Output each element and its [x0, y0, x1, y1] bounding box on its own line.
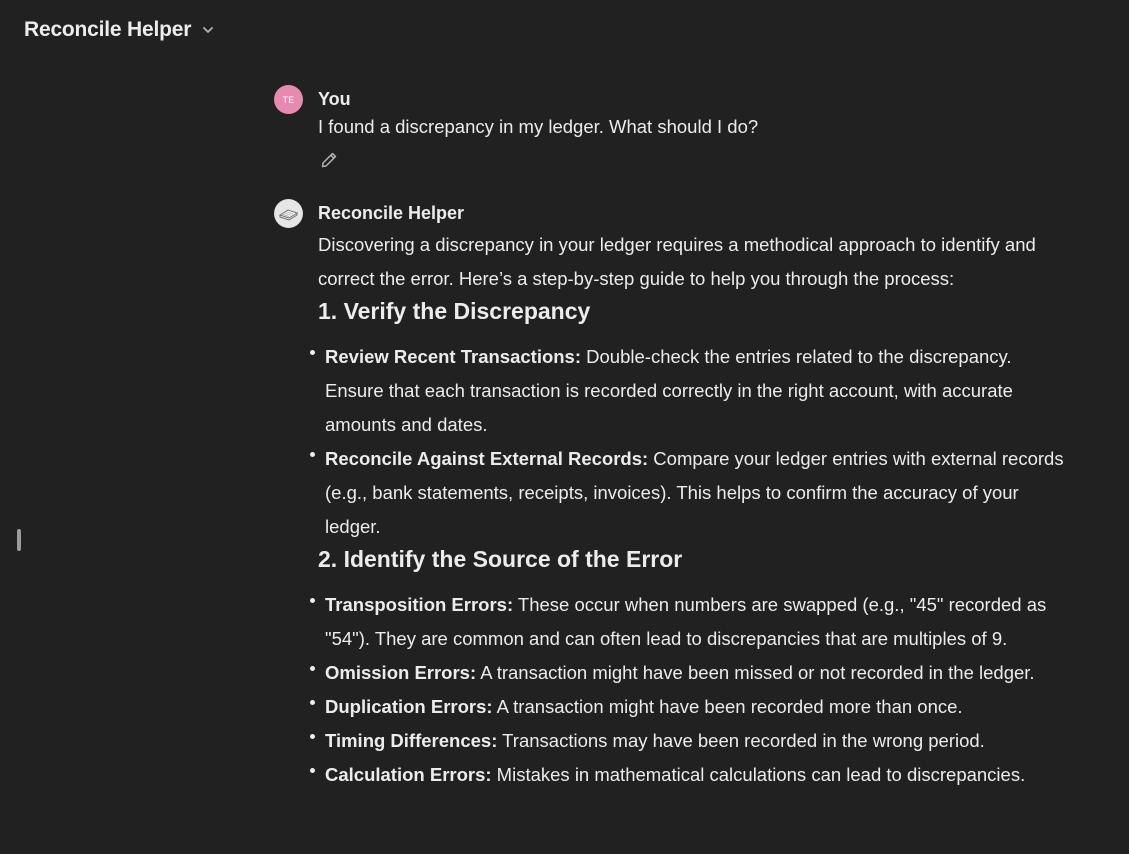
bullet-list: [318, 340, 1064, 544]
item-text: A transaction might have been recorded more than once.: [492, 696, 963, 717]
message-author: You: [318, 89, 351, 109]
list-item: [318, 340, 1064, 442]
item-label: Calculation Errors:: [325, 764, 492, 785]
message-intro: Discovering a discrepancy in your ledger requires a methodical approach to identify and correct the error. Here’s a step-by-step guide to help you through the process:: [318, 234, 1036, 289]
item-text: Transactions may have been recorded in the wrong period.: [497, 730, 985, 751]
section-heading: 2. Identify the Source of the Error: [318, 546, 683, 572]
item-text: Compare your ledger entries with external records (e.g., bank statements, receipts, invoices). This helps to confirm the accuracy of your ledger.: [325, 448, 1064, 537]
item-label: Timing Differences:: [325, 730, 498, 751]
assistant-avatar: [274, 199, 303, 228]
item-label: Duplication Errors:: [325, 696, 493, 717]
avatar-initials: TE: [282, 94, 295, 105]
list-item: [318, 442, 1064, 544]
item-label: Reconcile Against External Records:: [325, 448, 649, 469]
list-item: [318, 724, 1064, 758]
pencil-icon[interactable]: [320, 151, 338, 169]
section-heading: 1. Verify the Discrepancy: [318, 298, 591, 324]
message-author: Reconcile Helper: [318, 203, 465, 223]
list-item: [318, 588, 1064, 656]
item-text: These occur when numbers are swapped (e.g., "45" recorded as "54"). They are common and can often lead to discrepancies that are multiples of 9.: [325, 594, 1047, 649]
model-selector[interactable]: [24, 18, 215, 42]
list-item: [318, 656, 1064, 690]
chevron-down-icon: [201, 23, 215, 37]
item-label: Omission Errors:: [325, 662, 477, 683]
item-label: Review Recent Transactions:: [325, 346, 582, 367]
app-title: Reconcile Helper: [24, 18, 192, 41]
list-item: [318, 690, 1064, 724]
item-text: Mistakes in mathematical calculations can lead to discrepancies.: [491, 764, 1026, 785]
message-text: I found a discrepancy in my ledger. What should I do?: [318, 116, 759, 137]
user-avatar: [274, 85, 303, 114]
ledger-logo-icon: [274, 199, 303, 228]
item-label: Transposition Errors:: [325, 594, 514, 615]
item-text: Double-check the entries related to the discrepancy. Ensure that each transaction is recorded correctly in the right account, with accurate amounts and dates.: [325, 346, 1013, 435]
bullet-list: [318, 588, 1064, 792]
list-item: [318, 758, 1064, 792]
item-text: A transaction might have been missed or not recorded in the ledger.: [476, 662, 1035, 683]
sidebar-toggle-handle[interactable]: [17, 529, 21, 551]
